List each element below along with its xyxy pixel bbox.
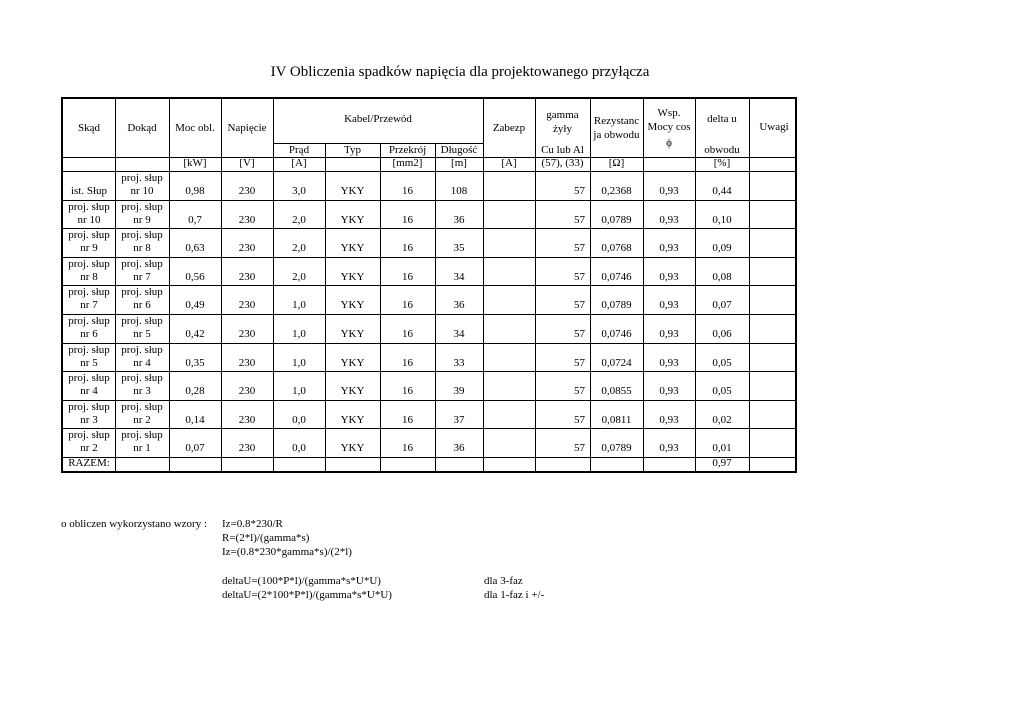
row-gamma: 57: [574, 413, 585, 426]
formula-iz: Iz=0.8*230/R: [222, 518, 283, 530]
row-napiecie: 230: [238, 356, 256, 369]
row-gamma: 57: [574, 242, 585, 255]
row-delta: 0,05: [712, 356, 732, 369]
row-from-line2: nr 7: [80, 299, 98, 312]
row-to-line2: nr 4: [133, 356, 151, 369]
row-rezystancja: 0,0789: [601, 299, 632, 312]
row-to-line2: nr 6: [133, 299, 151, 312]
row-gamma: 57: [574, 442, 585, 455]
row-moc: 0,56: [185, 270, 205, 283]
row-przekroj: 16: [402, 442, 413, 455]
row-gamma: 57: [574, 213, 585, 226]
row-delta: 0,05: [712, 385, 732, 398]
header-prad: Prąd: [288, 144, 310, 156]
row-dlugosc: 34: [453, 270, 465, 283]
row-to-line1: proj. słup: [121, 429, 163, 442]
header-uwagi: Uwagi: [759, 121, 789, 133]
row-rezystancja: 0,0746: [601, 270, 632, 283]
row-prad: 3,0: [292, 185, 306, 197]
row-divider: [63, 371, 797, 372]
row-divider: [63, 200, 797, 201]
row-prad: 2,0: [292, 213, 306, 226]
row-delta: 0,44: [712, 185, 732, 197]
row-delta: 0,10: [712, 213, 732, 226]
header-kabel: Kabel/Przewód: [344, 113, 412, 125]
row-napiecie: 230: [238, 185, 256, 197]
row-przekroj: 16: [402, 270, 413, 283]
row-prad: 1,0: [292, 385, 306, 398]
formula-r: R=(2*l)/(gamma*s): [222, 532, 310, 544]
row-napiecie: 230: [238, 413, 256, 426]
row-to-line1: proj. słup: [121, 200, 163, 213]
row-from-line2: nr 4: [80, 385, 98, 398]
unit-prad: [A]: [291, 157, 307, 169]
unit-gamma: (57), (33): [541, 157, 584, 169]
row-gamma: 57: [574, 299, 585, 312]
row-cos: 0,93: [659, 328, 679, 340]
row-napiecie: 230: [238, 242, 256, 255]
row-napiecie: 230: [238, 213, 256, 226]
row-dlugosc: 37: [453, 413, 465, 426]
row-napiecie: 230: [238, 299, 256, 312]
row-divider: [63, 343, 797, 344]
row-moc: 0,98: [185, 185, 205, 197]
formula-delta-3f-note: dla 3-faz: [484, 575, 523, 587]
row-typ: YKY: [340, 299, 365, 312]
row-typ: YKY: [340, 328, 365, 340]
header-moc: Moc obl.: [175, 122, 215, 134]
formula-iz-full: Iz=(0.8*230*gamma*s)/(2*l): [222, 546, 352, 558]
row-moc: 0,07: [185, 442, 205, 455]
row-rezystancja: 0,2368: [601, 185, 632, 197]
row-napiecie: 230: [238, 442, 256, 455]
row-typ: YKY: [340, 413, 365, 426]
header-wsp-2: Mocy cos: [647, 121, 691, 133]
row-moc: 0,35: [185, 356, 205, 369]
unit-przekroj: [mm2]: [392, 157, 423, 169]
row-rezystancja: 0,0789: [601, 442, 632, 455]
row-gamma: 57: [574, 270, 585, 283]
unit-napiecie: [V]: [239, 157, 255, 169]
header-gamma-1: gamma: [546, 109, 579, 121]
row-divider: [63, 314, 797, 315]
row-delta: 0,08: [712, 270, 732, 283]
header-wsp-phi: ϕ: [666, 137, 672, 149]
row-prad: 1,0: [292, 356, 306, 369]
page-title: IV Obliczenia spadków napięcia dla projektowanego przyłącza: [270, 64, 650, 80]
header-divider: [63, 171, 797, 172]
header-przekroj: Przekrój: [388, 144, 427, 156]
row-gamma: 57: [574, 356, 585, 369]
voltage-drop-table: [61, 97, 797, 473]
row-cos: 0,93: [659, 242, 679, 255]
row-divider: [63, 228, 797, 229]
formula-delta-1f: deltaU=(2*100*P*l)/(gamma*s*U*U): [222, 589, 392, 601]
row-moc: 0,28: [185, 385, 205, 398]
row-from-line1: proj. słup: [68, 286, 110, 299]
row-rezystancja: 0,0746: [601, 328, 632, 340]
row-to-line1: proj. słup: [121, 257, 163, 270]
row-typ: YKY: [340, 213, 365, 226]
row-to-line1: proj. słup: [121, 172, 163, 184]
unit-dlugosc: [m]: [451, 157, 467, 169]
row-divider: [63, 285, 797, 286]
row-from-line2: nr 9: [80, 242, 98, 255]
row-typ: YKY: [340, 385, 365, 398]
row-przekroj: 16: [402, 328, 413, 340]
header-dlugosc: Długość: [440, 144, 478, 156]
row-moc: 0,7: [188, 213, 202, 226]
row-cos: 0,93: [659, 185, 679, 197]
row-moc: 0,49: [185, 299, 205, 312]
row-cos: 0,93: [659, 270, 679, 283]
row-prad: 1,0: [292, 328, 306, 340]
row-delta: 0,02: [712, 413, 732, 426]
header-gamma-2: żyły: [553, 123, 572, 135]
row-rezystancja: 0,0768: [601, 242, 632, 255]
row-cos: 0,93: [659, 213, 679, 226]
row-from-line2: nr 3: [80, 413, 98, 426]
row-przekroj: 16: [402, 213, 413, 226]
row-przekroj: 16: [402, 242, 413, 255]
unit-delta: [%]: [713, 157, 731, 169]
row-from-line2: nr 6: [80, 328, 98, 340]
row-dlugosc: 35: [453, 242, 465, 255]
header-delta: delta u: [707, 113, 737, 125]
row-from-line1: proj. słup: [68, 315, 110, 327]
row-to-line2: nr 10: [130, 185, 154, 197]
row-prad: 2,0: [292, 242, 306, 255]
row-to-line1: proj. słup: [121, 400, 163, 413]
header-dokad: Dokąd: [127, 122, 157, 134]
row-cos: 0,93: [659, 385, 679, 398]
header-wsp-1: Wsp.: [657, 107, 681, 119]
total-label: RAZEM:: [68, 457, 110, 469]
row-to-line2: nr 7: [133, 270, 151, 283]
row-from-line1: proj. słup: [68, 257, 110, 270]
row-przekroj: 16: [402, 299, 413, 312]
formula-intro: o obliczen wykorzystano wzory :: [61, 518, 208, 530]
row-gamma: 57: [574, 185, 585, 197]
row-moc: 0,14: [185, 413, 205, 426]
row-napiecie: 230: [238, 270, 256, 283]
row-dlugosc: 34: [453, 328, 465, 340]
row-prad: 0,0: [292, 413, 306, 426]
header-rez-1: Rezystanc: [593, 115, 640, 127]
row-dlugosc: 36: [453, 213, 465, 226]
header-zabezp: Zabezp: [492, 122, 526, 134]
row-delta: 0,09: [712, 242, 732, 255]
row-from-line2: nr 10: [77, 213, 101, 226]
row-gamma: 57: [574, 328, 585, 340]
row-from-line1: proj. słup: [68, 200, 110, 213]
row-przekroj: 16: [402, 413, 413, 426]
row-dlugosc: 33: [453, 356, 465, 369]
row-from-line1: proj. słup: [68, 229, 110, 242]
unit-zabezp: [A]: [501, 157, 517, 169]
header-cu-al: Cu lub Al: [541, 144, 584, 156]
row-moc: 0,42: [185, 328, 205, 340]
row-to-line1: proj. słup: [121, 286, 163, 299]
row-prad: 1,0: [292, 299, 306, 312]
row-to-line2: nr 5: [133, 328, 151, 340]
unit-moc: [kW]: [183, 157, 207, 169]
row-from-line1: proj. słup: [68, 400, 110, 413]
row-delta: 0,01: [712, 442, 732, 455]
row-to-line1: proj. słup: [121, 315, 163, 327]
formula-delta-3f: deltaU=(100*P*l)/(gamma*s*U*U): [222, 575, 381, 587]
row-prad: 0,0: [292, 442, 306, 455]
header-skad: Skąd: [78, 122, 100, 134]
row-cos: 0,93: [659, 413, 679, 426]
row-przekroj: 16: [402, 185, 413, 197]
row-divider: [63, 257, 797, 258]
row-dlugosc: 39: [453, 385, 465, 398]
row-from-line2: nr 8: [80, 270, 98, 283]
row-divider: [63, 428, 797, 429]
row-rezystancja: 0,0811: [601, 413, 632, 426]
total-delta: 0,97: [712, 457, 732, 469]
row-divider: [63, 457, 797, 458]
row-typ: YKY: [340, 185, 365, 197]
row-to-line2: nr 8: [133, 242, 151, 255]
row-to-line1: proj. słup: [121, 343, 163, 356]
row-cos: 0,93: [659, 299, 679, 312]
row-to-line2: nr 3: [133, 385, 151, 398]
row-from-line1: proj. słup: [68, 429, 110, 442]
row-rezystancja: 0,0789: [601, 213, 632, 226]
row-przekroj: 16: [402, 356, 413, 369]
row-to-line2: nr 9: [133, 213, 151, 226]
row-from-line2: nr 2: [80, 442, 98, 455]
row-typ: YKY: [340, 242, 365, 255]
row-napiecie: 230: [238, 328, 256, 340]
row-to-line2: nr 1: [133, 442, 151, 455]
row-delta: 0,06: [712, 328, 732, 340]
row-dlugosc: 36: [453, 442, 465, 455]
row-from-line2: nr 5: [80, 356, 98, 369]
row-divider: [63, 400, 797, 401]
row-delta: 0,07: [712, 299, 732, 312]
row-typ: YKY: [340, 270, 365, 283]
row-typ: YKY: [340, 442, 365, 455]
unit-rez: [Ω]: [608, 157, 625, 169]
row-gamma: 57: [574, 385, 585, 398]
row-to-line1: proj. słup: [121, 372, 163, 385]
header-rez-2: ja obwodu: [593, 129, 640, 141]
row-dlugosc: 108: [450, 185, 468, 197]
row-typ: YKY: [340, 356, 365, 369]
row-przekroj: 16: [402, 385, 413, 398]
row-from-line1: proj. słup: [68, 343, 110, 356]
row-cos: 0,93: [659, 442, 679, 455]
row-prad: 2,0: [292, 270, 306, 283]
row-cos: 0,93: [659, 356, 679, 369]
row-napiecie: 230: [238, 385, 256, 398]
row-dlugosc: 36: [453, 299, 465, 312]
row-to-line2: nr 2: [133, 413, 151, 426]
row-from-line2: ist. Słup: [70, 185, 108, 197]
row-rezystancja: 0,0724: [601, 356, 632, 369]
row-to-line1: proj. słup: [121, 229, 163, 242]
formula-delta-1f-note: dla 1-faz i +/-: [484, 589, 545, 601]
header-napiecie: Napięcie: [227, 122, 267, 134]
header-typ: Typ: [344, 144, 361, 156]
row-from-line1: proj. słup: [68, 372, 110, 385]
header-obwodu: obwodu: [704, 144, 740, 156]
row-rezystancja: 0,0855: [601, 385, 632, 398]
row-moc: 0,63: [185, 242, 205, 255]
